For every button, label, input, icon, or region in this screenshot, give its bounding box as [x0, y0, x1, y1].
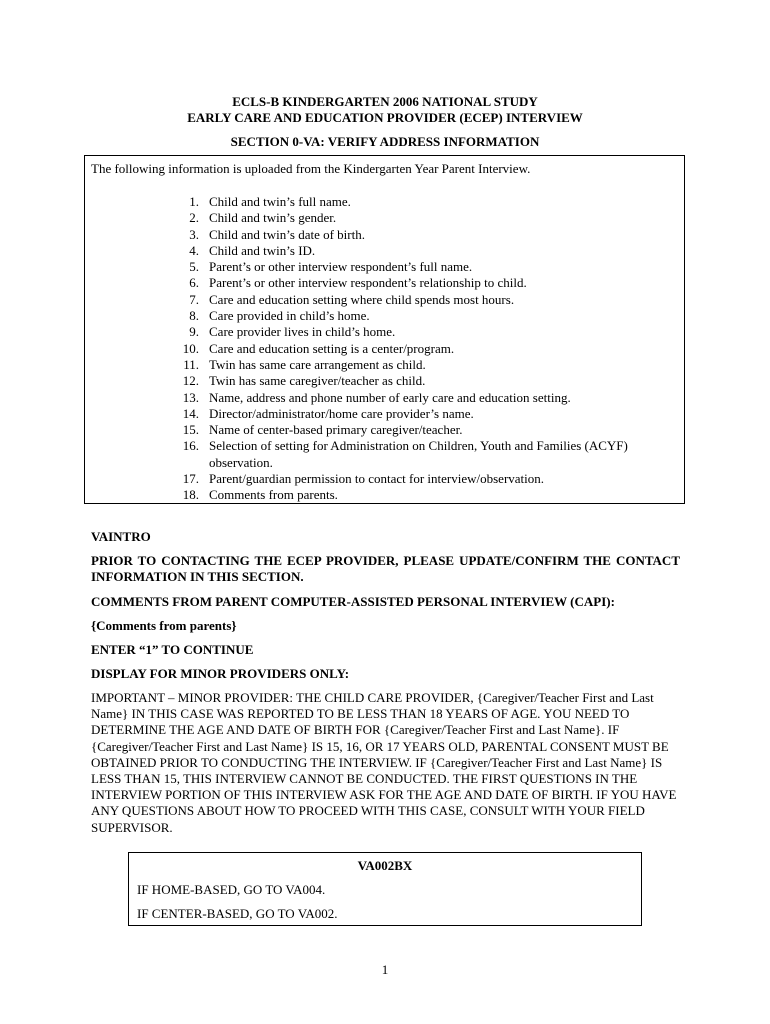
va002bx-title: VA002BX — [357, 858, 413, 873]
center-based-routing: IF CENTER-BASED, GO TO VA002. — [137, 906, 338, 921]
list-item — [177, 194, 677, 210]
list-item-text: Name of center-based primary caregiver/teacher. — [209, 422, 463, 438]
list-item — [177, 292, 677, 308]
page-number: 1 — [381, 962, 389, 977]
uploaded-items-list — [177, 194, 677, 504]
list-item-number: 18. — [182, 487, 199, 503]
va002bx-box — [128, 852, 642, 926]
list-item-text: Care and education setting where child spends most hours. — [209, 291, 515, 307]
list-item-number: 15. — [182, 422, 199, 438]
list-item-text: Parent’s or other interview respondent’s relationship to child. — [209, 275, 527, 291]
section-title: SECTION 0-VA: VERIFY ADDRESS INFORMATION — [230, 134, 540, 149]
minor-providers-display-note: DISPLAY FOR MINOR PROVIDERS ONLY: — [91, 666, 350, 681]
list-item — [177, 422, 677, 438]
list-item — [177, 373, 677, 389]
list-item-number: 14. — [182, 405, 199, 421]
list-item — [177, 227, 677, 243]
list-item — [177, 438, 677, 471]
list-item-text: Parent’s or other interview respondent’s full name. — [209, 259, 473, 275]
list-item-number: 16. — [182, 438, 199, 454]
vaintro-label: VAINTRO — [91, 529, 151, 544]
list-item-text: Child and twin’s full name. — [209, 194, 351, 209]
list-item-text: Care provider lives in child’s home. — [209, 324, 396, 340]
list-item — [177, 471, 677, 487]
list-item-text: Comments from parents. — [209, 487, 338, 503]
list-item-text: Director/administrator/home care provider’s name. — [209, 405, 474, 421]
list-item-number: 5. — [189, 259, 199, 275]
list-item-text: Child and twin’s gender. — [209, 210, 337, 226]
list-item — [177, 275, 677, 291]
list-item-number: 4. — [189, 242, 199, 258]
list-item-text: Name, address and phone number of early care and education setting. — [209, 389, 571, 405]
list-item-text: Twin has same caregiver/teacher as child. — [209, 373, 426, 389]
list-item-number: 7. — [189, 291, 199, 307]
interview-title: EARLY CARE AND EDUCATION PROVIDER (ECEP) INTERVIEW — [187, 110, 583, 125]
comments-header: COMMENTS FROM PARENT COMPUTER-ASSISTED PERSONAL INTERVIEW (CAPI): — [91, 594, 615, 609]
list-item-number: 1. — [189, 194, 199, 209]
comments-value: {Comments from parents} — [91, 618, 237, 633]
list-item — [177, 308, 677, 324]
list-item-number: 3. — [189, 226, 199, 242]
list-item-text: Care provided in child’s home. — [209, 308, 370, 324]
list-item — [177, 406, 677, 422]
list-item — [177, 341, 677, 357]
list-item-text: Child and twin’s date of birth. — [209, 226, 365, 242]
prior-contact-instruction: PRIOR TO CONTACTING THE ECEP PROVIDER, PLEASE UPDATE/CONFIRM THE CONTACT INFORMATION IN THIS SECTION. — [91, 553, 680, 585]
minor-provider-warning: IMPORTANT – MINOR PROVIDER: THE CHILD CARE PROVIDER, {Caregiver/Teacher First and Last Name} IN THIS CASE WAS REPORTED TO BE LESS THAN 18 YEARS OF AGE. YOU NEED TO DETERMINE THE AGE AND DATE OF BIRTH FOR {Caregiver/Teacher First and Last Name}. IF {Caregiver/Teacher First and Last Name} IS 15, 16, OR 17 YEARS OLD, PARENTAL CONSENT MUST BE OBTAINED PRIOR TO CONDUCTING THE INTERVIEW. IF {Caregiver/Teacher First and Last Name} IS LESS THAN 15, THIS INTERVIEW CANNOT BE CONDUCTED. THE FIRST QUESTIONS IN THE INTERVIEW PORTION OF THIS INTERVIEW ASK FOR THE AGE AND DATE OF BIRTH. IF YOU HAVE ANY QUESTIONS ABOUT HOW TO PROCEED WITH THIS CASE, CONSULT WITH YOUR FIELD SUPERVISOR. — [91, 690, 677, 835]
list-item — [177, 357, 677, 373]
study-title: ECLS-B KINDERGARTEN 2006 NATIONAL STUDY — [232, 94, 538, 109]
list-item-number: 8. — [189, 308, 199, 324]
info-box-intro: The following information is uploaded from the Kindergarten Year Parent Interview. — [91, 161, 531, 176]
list-item — [177, 487, 677, 503]
list-item-number: 2. — [189, 210, 199, 226]
list-item — [177, 390, 677, 406]
list-item-number: 13. — [182, 389, 199, 405]
list-item — [177, 243, 677, 259]
list-item-number: 17. — [182, 471, 199, 487]
list-item-number: 11. — [183, 356, 199, 372]
home-based-routing: IF HOME-BASED, GO TO VA004. — [137, 882, 326, 897]
enter-to-continue: ENTER “1” TO CONTINUE — [91, 642, 254, 657]
list-item-text: Parent/guardian permission to contact for interview/observation. — [209, 471, 545, 487]
uploaded-info-box — [84, 155, 685, 504]
list-item-text: Care and education setting is a center/program. — [209, 340, 455, 356]
list-item — [177, 324, 677, 340]
list-item-number: 6. — [189, 275, 199, 291]
list-item — [177, 210, 677, 226]
list-item-text: Child and twin’s ID. — [209, 242, 316, 258]
list-item — [177, 259, 677, 275]
list-item-number: 12. — [182, 373, 199, 389]
list-item-number: 10. — [182, 340, 199, 356]
list-item-number: 9. — [189, 324, 199, 340]
list-item-text: Twin has same care arrangement as child. — [209, 356, 426, 372]
list-item-text: Selection of setting for Administration on Children, Youth and Families (ACYF) observation. — [209, 438, 628, 470]
